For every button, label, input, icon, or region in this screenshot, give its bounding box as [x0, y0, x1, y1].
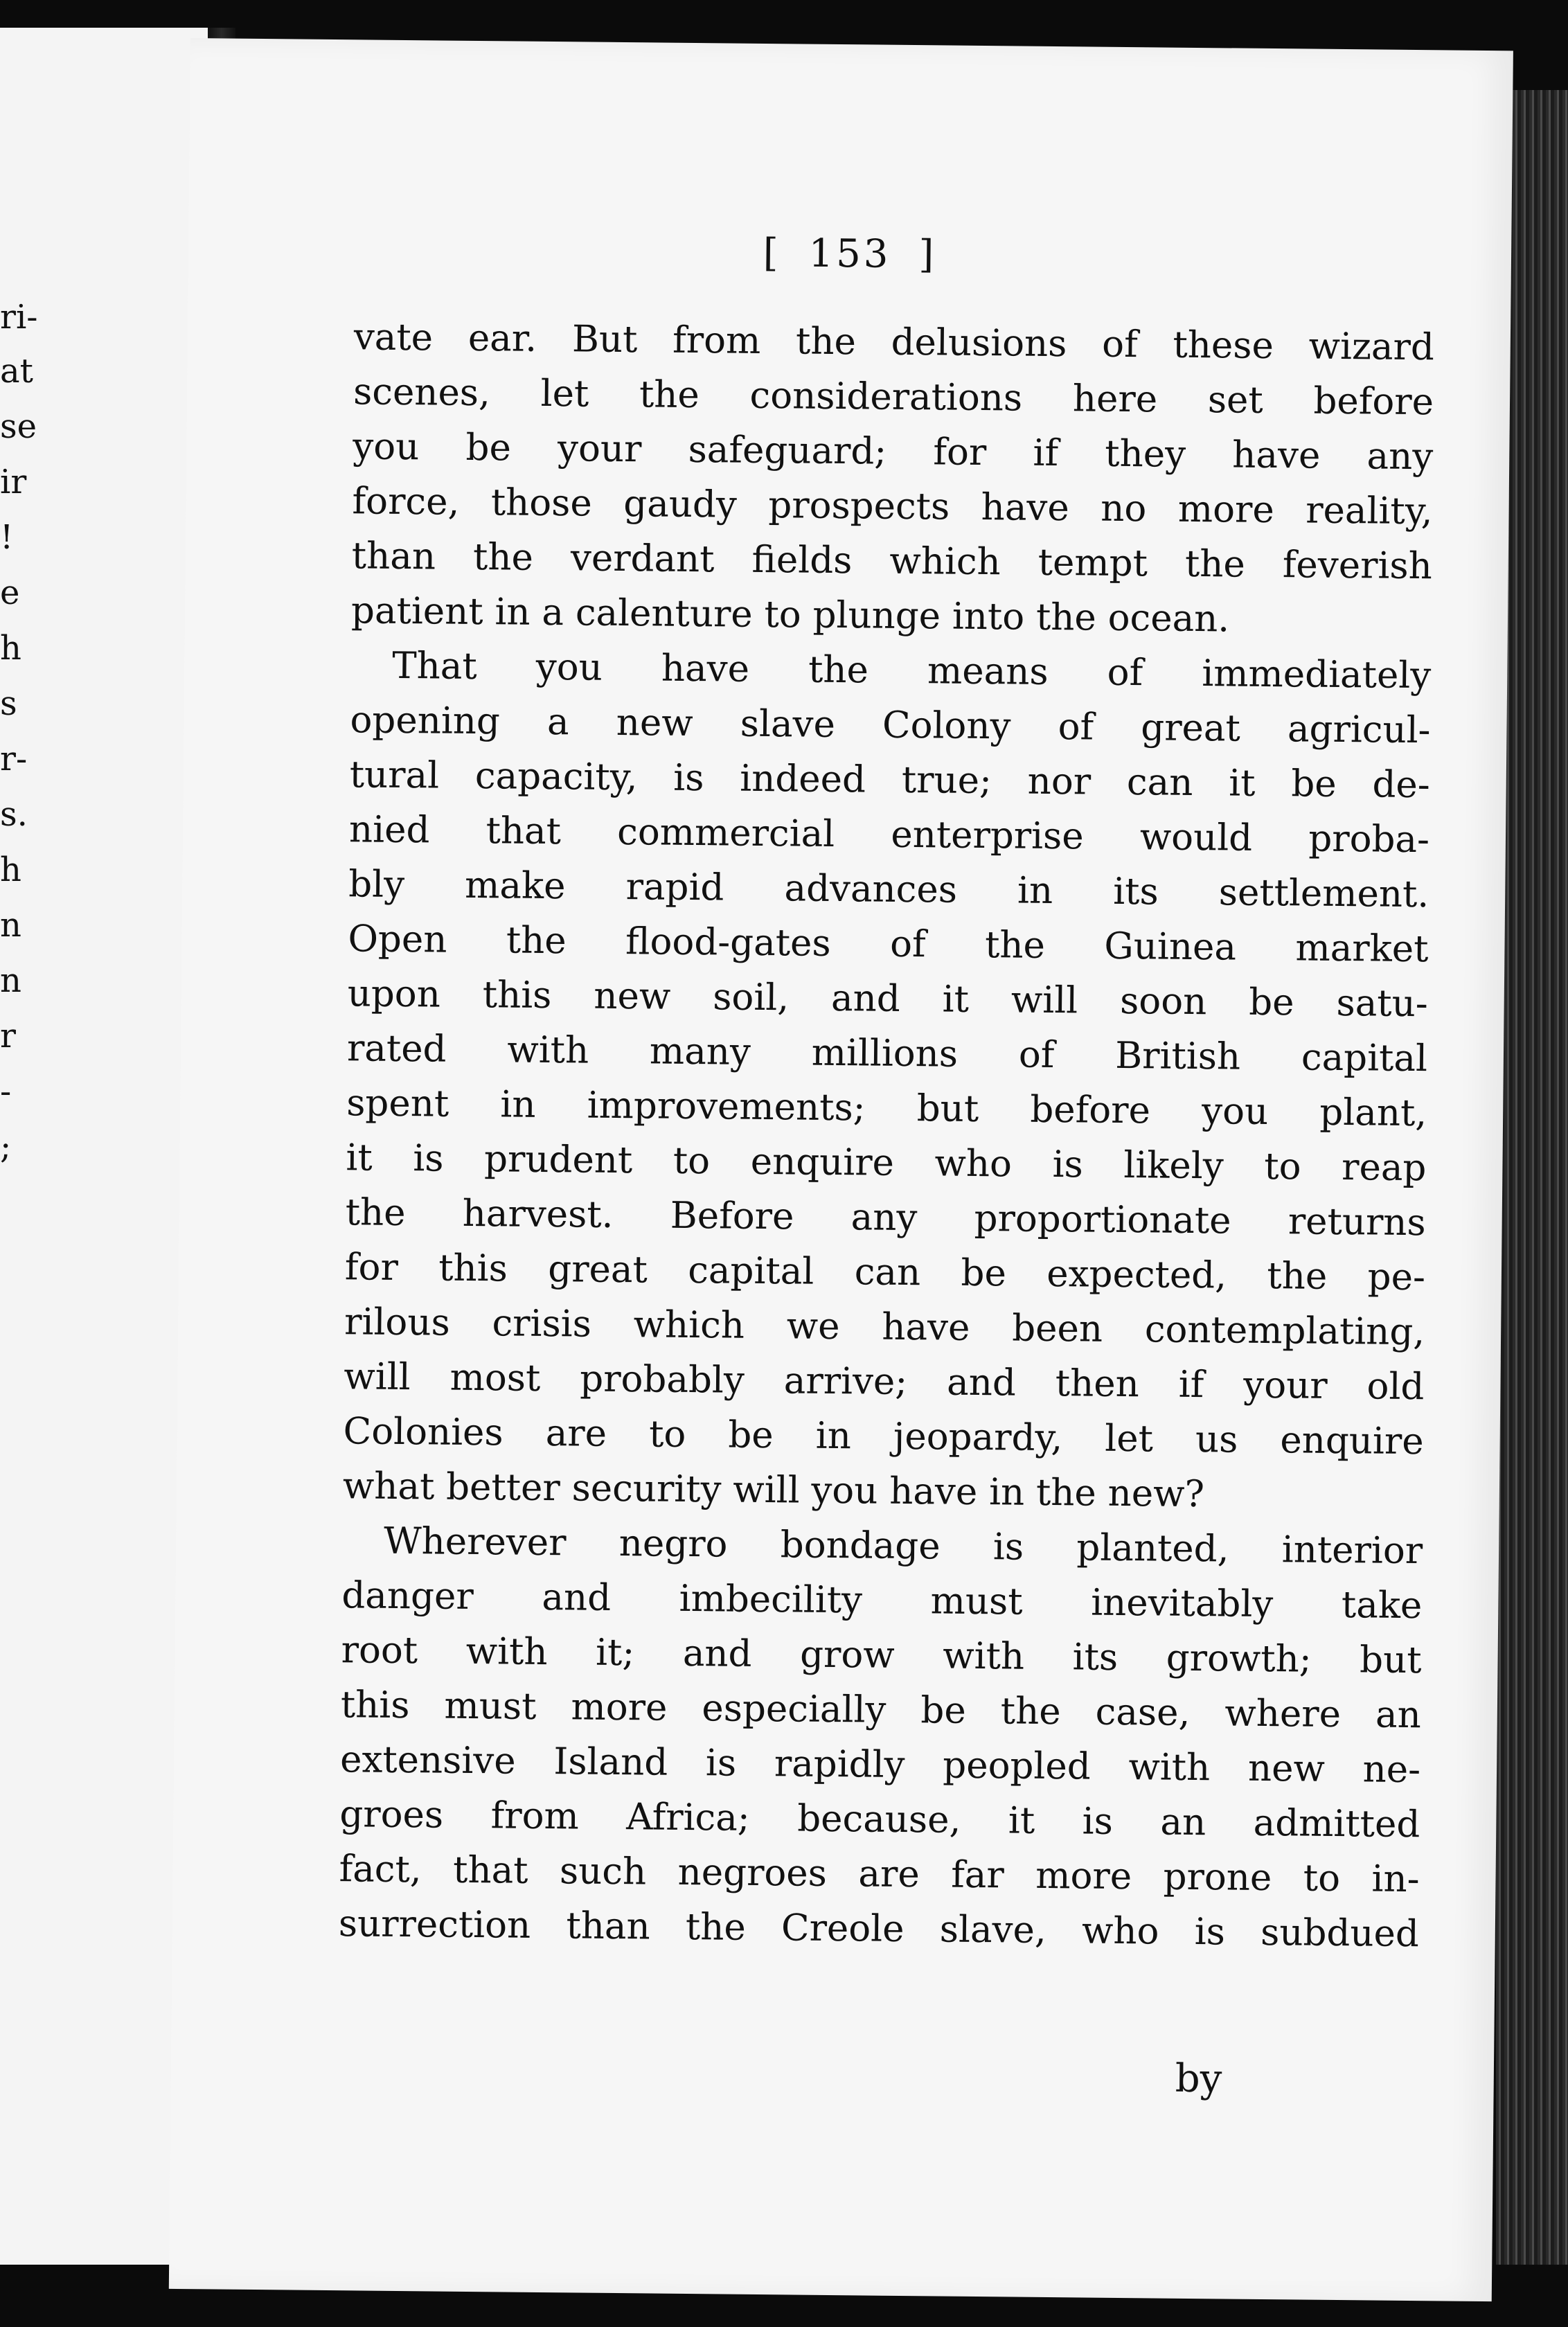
text-line: than the verdant fields which tempt the feverish	[351, 535, 1433, 588]
text-line: for this great capital can be expected, the pe-	[344, 1246, 1426, 1299]
left-fragment: ir	[0, 463, 27, 501]
right-page	[169, 38, 1513, 2301]
text-line: rilous crisis which we have been contemplating,	[344, 1301, 1425, 1354]
text-line: Colonies are to be in jeopardy, let us enquire	[343, 1410, 1424, 1463]
text-line: groes from Africa; because, it is an admitted	[339, 1793, 1420, 1846]
text-line: force, those gaudy prospects have no more reality,	[352, 480, 1433, 533]
text-line: Wherever negro bondage is planted, interior	[383, 1519, 1423, 1573]
catchword: by	[1175, 2056, 1222, 2102]
page-number: 153	[808, 231, 891, 277]
text-line: Open the flood-gates of the Guinea market	[348, 918, 1429, 971]
text-line: rated with many millions of British capital	[346, 1027, 1428, 1080]
text-line: the harvest. Before any proportionate returns	[345, 1191, 1426, 1245]
left-fragment: r	[0, 1017, 16, 1055]
text-line: upon this new soil, and it will soon be satu-	[347, 972, 1428, 1026]
text-line: it is prudent to enquire who is likely to reap	[346, 1136, 1427, 1190]
left-fragment: !	[0, 518, 14, 557]
text-line: fact, that such negroes are far more prone to in-	[339, 1848, 1420, 1901]
text-line: what better security will you have in the new?	[342, 1465, 1205, 1516]
left-fragment: se	[0, 407, 37, 446]
page-header	[188, 225, 1512, 283]
header-bracket-close: ]	[918, 232, 937, 278]
text-line: root with it; and grow with its growth; but	[341, 1629, 1422, 1682]
left-fragment: at	[0, 352, 33, 391]
text-line: scenes, let the considerations here set before	[353, 371, 1434, 424]
left-fragment: r-	[0, 740, 28, 778]
text-line: patient in a calenture to plunge into the ocean.	[350, 589, 1230, 641]
left-fragment: -	[0, 1072, 12, 1111]
body-text	[338, 310, 1434, 1961]
text-line: will most probably arrive; and then if your old	[344, 1355, 1425, 1409]
text-line: opening a new slave Colony of great agricul-	[350, 699, 1431, 752]
text-line: danger and imbecility must inevitably take	[341, 1574, 1423, 1628]
left-fragment: e	[0, 573, 20, 612]
text-line: this must more especially be the case, where an	[340, 1684, 1422, 1737]
text-line: spent in improvements; but before you plant,	[346, 1082, 1427, 1135]
text-line: vate ear. But from the delusions of these wizard	[353, 316, 1435, 369]
text-line: That you have the means of immediately	[392, 644, 1432, 697]
text-line: surrection than the Creole slave, who is subdued	[338, 1902, 1420, 1956]
text-line: you be your safeguard; for if they have any	[353, 425, 1434, 479]
text-line: extensive Island is rapidly peopled with new ne-	[339, 1738, 1421, 1792]
left-fragment: h	[0, 850, 21, 889]
text-line: nied that commercial enterprise would proba-	[348, 808, 1430, 862]
text-line: tural capacity, is indeed true; nor can it be de-	[349, 754, 1431, 807]
left-fragment: s.	[0, 795, 28, 834]
left-fragment: ;	[0, 1127, 12, 1166]
left-fragment: ri-	[0, 298, 38, 337]
left-fragment: h	[0, 629, 21, 668]
left-fragment: n	[0, 906, 21, 945]
left-fragment: n	[0, 961, 21, 1000]
text-line: bly make rapid advances in its settlement.	[348, 863, 1429, 916]
header-bracket-open: [	[763, 230, 781, 276]
left-fragment: s	[0, 684, 17, 723]
